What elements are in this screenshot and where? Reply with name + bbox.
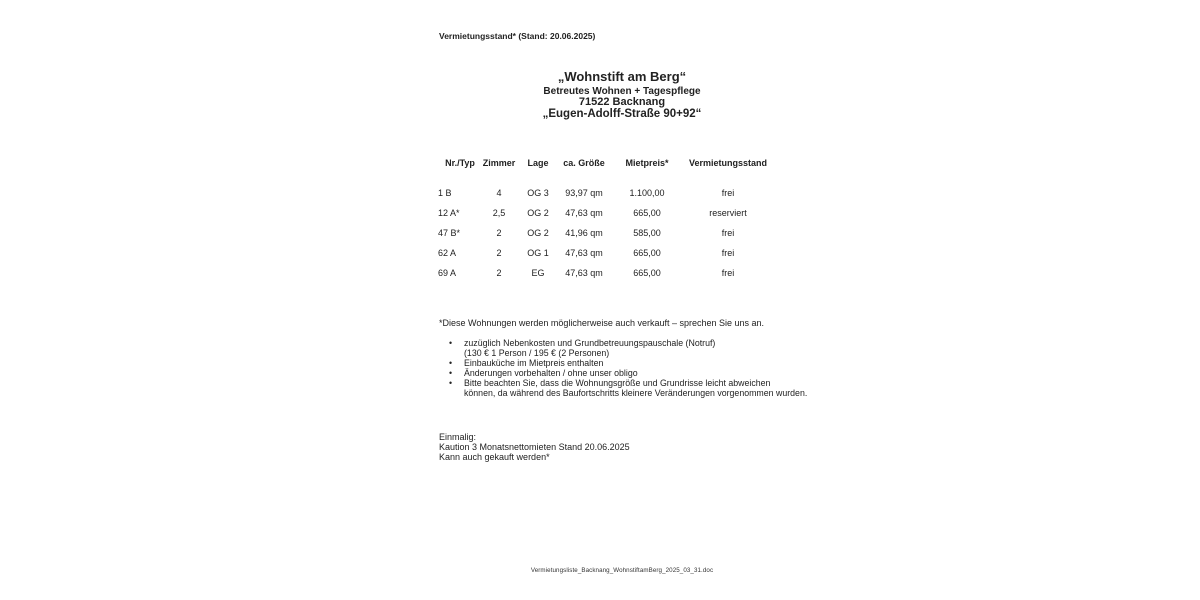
table-cell: 1.100,00 [629,188,665,198]
table-cell: 62 A [438,248,457,258]
vacancy-table [438,155,770,288]
table-row [438,228,770,248]
table-cell: EG [531,268,545,278]
table-cell: 41,96 qm [565,228,603,238]
table-cell: 665,00 [633,268,661,278]
heading-street: „Eugen-Adolff-Straße 90+92“ [542,108,702,120]
heading-city: 71522 Backnang [578,96,666,108]
note-line: • Bitte beachten Sie, dass die Wohnungsgröße und Grundrisse leicht abweichen [464,378,771,388]
table-cell: 665,00 [633,208,661,218]
table-cell: 47,63 qm [565,248,603,258]
one-time-line: Kaution 3 Monatsnettomieten Stand 20.06.2025 [439,442,630,452]
table-cell: OG 3 [527,188,549,198]
table-cell: 585,00 [633,228,661,238]
note-item [446,358,807,368]
vacancy-table-header [438,155,770,188]
table-row [438,188,770,208]
table-cell: frei [721,248,735,258]
footer-filename: Vermietungsliste_Backnang_WohnstiftamBerg_2025_03_31.doc [530,567,714,574]
table-cell: reserviert [709,208,747,218]
table-cell: 2 [496,228,502,238]
table-cell: 47,63 qm [565,208,603,218]
table-cell: 2 [496,248,502,258]
table-cell: 665,00 [633,248,661,258]
vacancy-table-body [438,188,770,288]
table-cell: OG 1 [527,248,549,258]
column-header: Nr./Typ [445,158,475,168]
table-cell: frei [721,188,735,198]
column-header: Lage [527,158,549,168]
sale-footnote: *Diese Wohnungen werden möglicherweise auch verkauft – sprechen Sie uns an. [439,318,765,328]
notes-list [446,338,807,398]
table-cell: 1 B [438,188,452,198]
table-cell: 47,63 qm [565,268,603,278]
one-time-line: Kann auch gekauft werden* [439,452,550,462]
note-item [446,378,807,398]
table-cell: 2,5 [492,208,506,218]
table-cell: 69 A [438,268,457,278]
one-time-line: Einmalig: [439,432,477,442]
table-cell: 2 [496,268,502,278]
table-cell: 93,97 qm [565,188,603,198]
one-time-costs-block [439,432,630,462]
table-cell: 4 [496,188,502,198]
column-header: ca. Größe [563,158,605,168]
document-heading [439,70,805,120]
note-line: • zuzüglich Nebenkosten und Grundbetreuungspauschale (Notruf) [464,338,716,348]
table-cell: frei [721,228,735,238]
document-status-line: Vermietungsstand* (Stand: 20.06.2025) [439,31,596,41]
table-cell: 47 B* [438,228,461,238]
heading-facility-type: Betreutes Wohnen + Tagespflege [543,86,701,97]
table-row [438,268,770,288]
note-line: • Einbauküche im Mietpreis enthalten [464,358,604,368]
table-cell: OG 2 [527,228,549,238]
note-item [446,368,807,378]
table-row [438,248,770,268]
note-line: können, da während des Baufortschritts kleinere Veränderungen vorgenommen wurden. [464,388,808,398]
table-row [438,208,770,228]
note-line: • Änderungen vorbehalten / ohne unser obligo [464,368,638,378]
column-header: Zimmer [482,158,516,168]
column-header: Mietpreis* [625,158,669,168]
column-header: Vermietungsstand [688,158,768,168]
table-cell: 12 A* [438,208,460,218]
table-cell: frei [721,268,735,278]
heading-facility-name: „Wohnstift am Berg“ [557,69,687,84]
header-row [438,155,770,188]
table-cell: OG 2 [527,208,549,218]
note-item [446,338,807,358]
note-line: (130 € 1 Person / 195 € (2 Personen) [464,348,610,358]
